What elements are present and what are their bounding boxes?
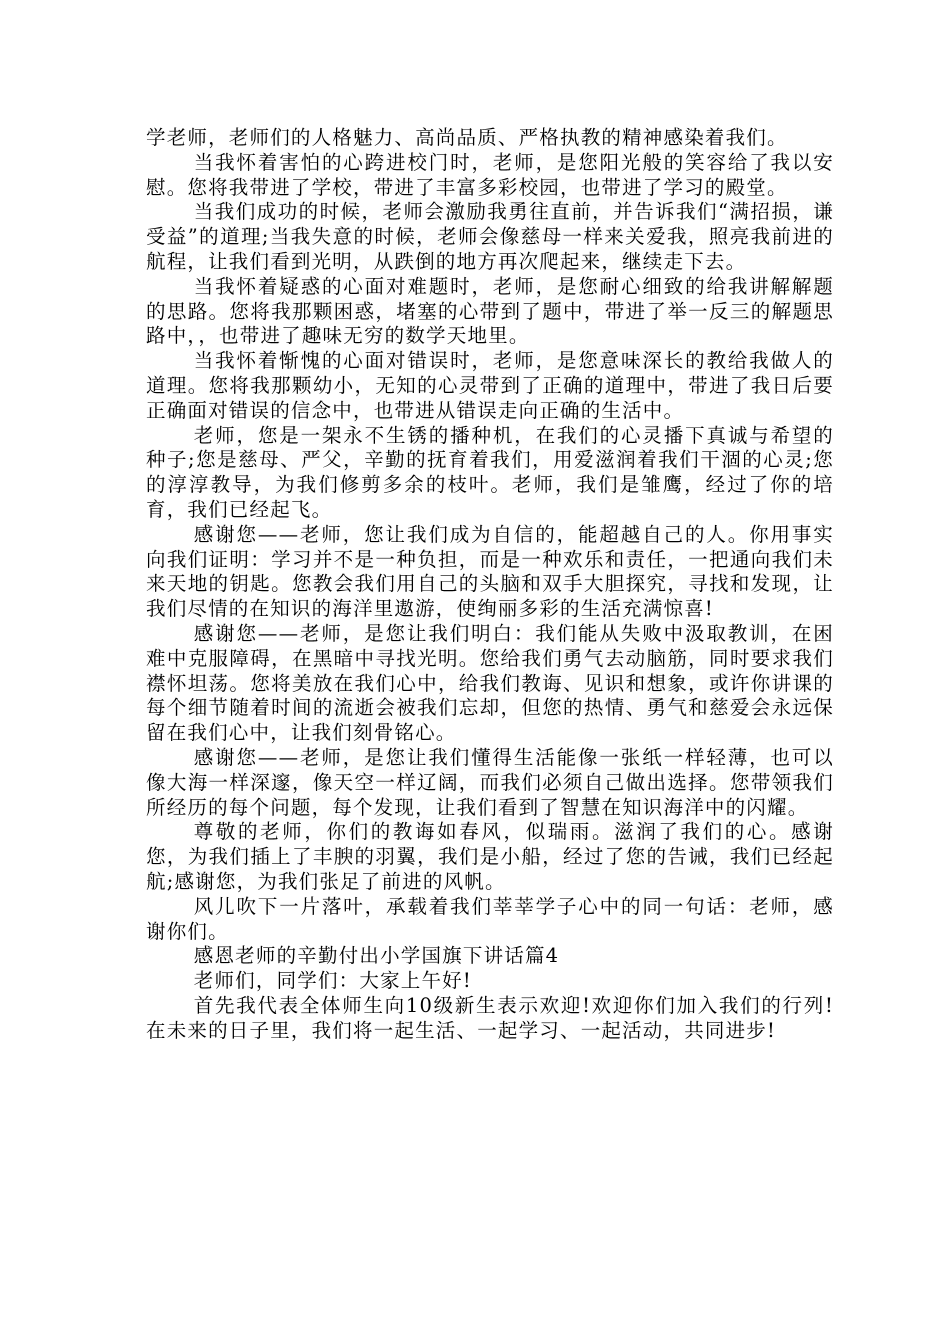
paragraph: 感谢您——老师，是您让我们明白：我们能从失败中汲取教训，在困难中克服障碍，在黑暗中寻找光明。您给我们勇气去动脑筋，同时要求我们襟怀坦荡。您将美放在我们心中，给我们教诲、见识和想象，或许你讲课的每个细节随着时间的流逝会被我们忘却，但您的热情、勇气和慈爱会永远保留在我们心中，让我们刻骨铭心。 bbox=[146, 621, 834, 745]
greeting: 老师们，同学们：大家上午好! bbox=[193, 969, 472, 993]
paragraph: 风儿吹下一片落叶，承载着我们莘莘学子心中的同一句话：老师，感谢你们。 bbox=[146, 894, 834, 943]
paragraph: 当我怀着疑惑的心面对难题时，老师，是您耐心细致的给我讲解解题的思路。您将我那颗困惑，堵塞的心带到了题中，带进了举一反三的解题思路中，，也带进了趣味无穷的数学天地里。 bbox=[146, 274, 834, 348]
paragraph: 当我们成功的时候，老师会激励我勇往直前，并告诉我们“满招损，谦受益”的道理;当我失意的时候，老师会像慈母一样来关爱我，照亮我前进的航程，让我们看到光明，从跌倒的地方再次爬起来，继续走下去。 bbox=[146, 200, 834, 273]
paragraph: 当我怀着惭愧的心面对错误时，老师，是您意味深长的教给我做人的道理。您将我那颗幼小，无知的心灵带到了正确的道理中，带进了我日后要正确面对错误的信念中，也带进从错误走向正确的生活中。 bbox=[146, 349, 834, 422]
paragraph: 学老师，老师们的人格魅力、高尚品质、严格执教的精神感染着我们。 bbox=[146, 126, 788, 149]
document-body bbox=[146, 126, 834, 1043]
paragraph: 感谢您——老师，您让我们成为自信的，能超越自己的人。你用事实向我们证明：学习并不是一种负担，而是一种欢乐和责任，一把通向我们未来天地的钥匙。您教会我们用自己的头脑和双手大胆探究，寻找和发现，让我们尽情的在知识的海洋里遨游，使绚丽多彩的生活充满惊喜! bbox=[146, 522, 834, 621]
paragraph: 尊敬的老师，你们的教诲如春风，似瑞雨。滋润了我们的心。感谢您，为我们插上了丰腴的羽翼，我们是小船，经过了您的告诫，我们已经起航;感谢您，为我们张足了前进的风帆。 bbox=[146, 820, 834, 893]
paragraph: 感谢您——老师，是您让我们懂得生活能像一张纸一样轻薄，也可以像大海一样深邃，像天空一样辽阔，而我们必须自己做出选择。您带领我们所经历的每个问题，每个发现，让我们看到了智慧在知识海洋中的闪耀。 bbox=[146, 745, 834, 819]
section-heading: 感恩老师的辛勤付出小学国旗下讲话篇4 bbox=[193, 944, 560, 968]
paragraph: 当我怀着害怕的心跨进校门时，老师，是您阳光般的笑容给了我以安慰。您将我带进了学校，带进了丰富多彩校园，也带进了学习的殿堂。 bbox=[146, 150, 834, 199]
paragraph: 老师，您是一架永不生锈的播种机，在我们的心灵播下真诚与希望的种子;您是慈母、严父，辛勤的抚育着我们，用爱滋润着我们干涸的心灵;您的淳淳教导，为我们修剪多余的枝叶。老师，我们是雏鹰，经过了你的培育，我们已经起飞。 bbox=[146, 423, 834, 521]
paragraph: 首先我代表全体师生向10级新生表示欢迎!欢迎你们加入我们的行列!在未来的日子里，我们将一起生活、一起学习、一起活动，共同进步! bbox=[146, 993, 834, 1042]
